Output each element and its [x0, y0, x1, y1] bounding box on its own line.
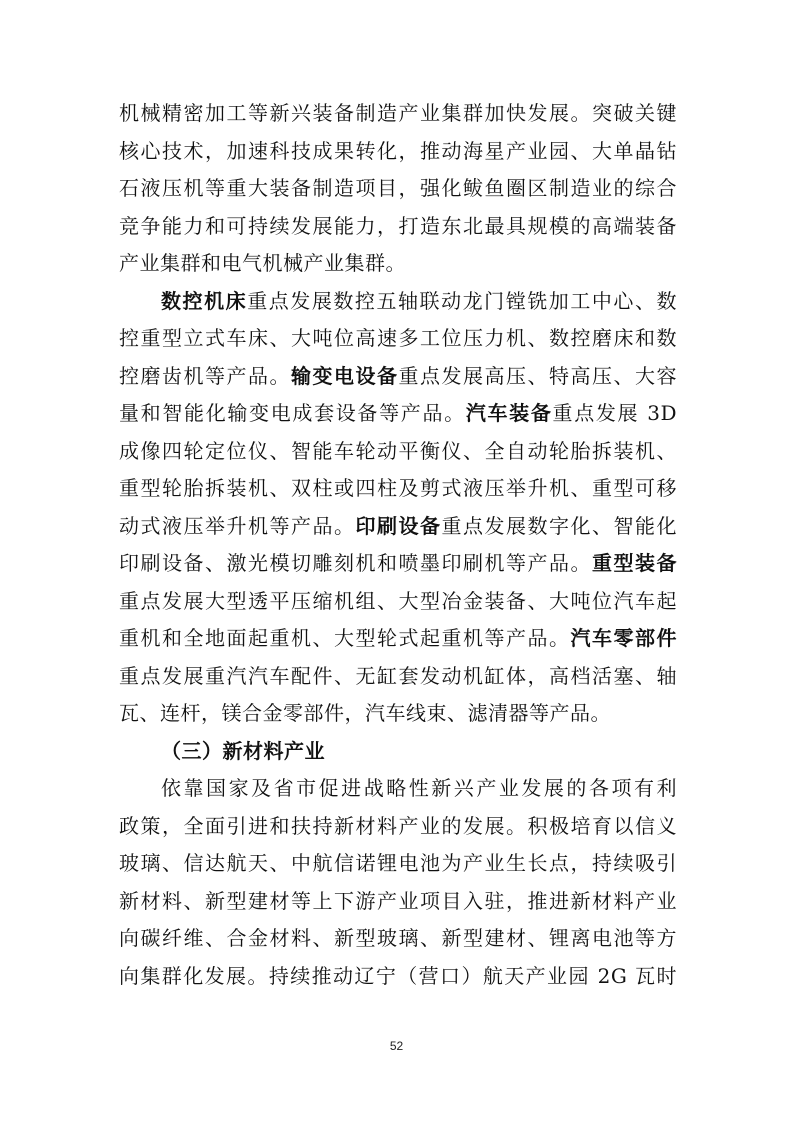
p2-line-7-text2: 重点发展数字化、智能化	[441, 513, 677, 538]
p2-line-1	[119, 283, 677, 321]
p2-line-3-text: 控磨齿机等产品。	[119, 363, 291, 388]
term-auto-parts: 汽车零部件	[570, 626, 677, 650]
p3-line-2: 政策，全面引进和扶持新材料产业的发展。积极培育以信义	[119, 813, 677, 838]
term-power-transmission: 输变电设备	[291, 363, 399, 388]
p1-line-5: 产业集群和电气机械产业集群。	[119, 251, 406, 275]
p2-line-4-text: 量和智能化输变电成套设备等产品。	[119, 401, 466, 425]
term-printing-equipment: 印刷设备	[355, 513, 442, 538]
section-heading: （三）新材料产业	[161, 738, 325, 763]
p3-line-1: 依靠国家及省市促进战略性新兴产业发展的各项有利	[161, 776, 677, 800]
p1-line-3: 石液压机等重大装备制造项目，强化鲅鱼圈区制造业的综合	[119, 176, 677, 200]
term-auto-equipment: 汽车装备	[465, 401, 553, 425]
body-text	[119, 95, 677, 995]
p2-line-8-text: 印刷设备、激光模切雕刻机和喷墨印刷机等产品。	[119, 551, 592, 575]
p1-line-4: 竞争能力和可持续发展能力，打造东北最具规模的高端装备	[119, 213, 677, 238]
p2-line-5: 成像四轮定位仪、智能车轮动平衡仪、全自动轮胎拆装机、	[119, 438, 677, 463]
p2-line-7-text: 动式液压举升机等产品。	[119, 513, 356, 538]
p2-line-4	[119, 395, 677, 433]
term-heavy-equipment: 重型装备	[592, 551, 677, 575]
p3-line-5: 向碳纤维、合金材料、新型玻璃、新型建材、锂离电池等方	[119, 926, 677, 950]
term-cnc-machine: 数控机床	[161, 288, 248, 313]
p2-line-10	[119, 620, 677, 658]
p3-line-3: 玻璃、信达航天、中航信诺锂电池为产业生长点，持续吸引	[119, 851, 677, 875]
p3-line-6: 向集群化发展。持续推动辽宁（营口）航天产业园 2G 瓦时	[119, 963, 677, 988]
p2-line-9: 重点发展大型透平压缩机组、大型冶金装备、大吨位汽车起	[119, 588, 677, 613]
p2-line-1-text: 重点发展数控五轴联动龙门镗铣加工中心、数	[247, 288, 678, 313]
p1-line-2: 核心技术，加速科技成果转化，推动海星产业园、大单晶钻	[119, 138, 677, 163]
p2-line-11: 重点发展重汽汽车配件、无缸套发动机缸体，高档活塞、轴	[119, 663, 677, 688]
p2-line-3	[119, 358, 677, 396]
p2-line-4-text2: 重点发展 3D	[552, 401, 678, 425]
page-number: 52	[389, 1039, 404, 1053]
p2-line-3-text2: 重点发展高压、特高压、大容	[398, 363, 677, 388]
p3-line-4: 新材料、新型建材等上下游产业项目入驻，推进新材料产业	[119, 888, 677, 913]
p2-line-10-text: 重机和全地面起重机、大型轮式起重机等产品。	[119, 626, 571, 650]
p2-line-2: 控重型立式车床、大吨位高速多工位压力机、数控磨床和数	[119, 326, 677, 350]
p2-line-7	[119, 508, 677, 546]
p2-line-12: 瓦、连杆，镁合金零部件，汽车线束、滤清器等产品。	[119, 701, 611, 725]
p2-line-6: 重型轮胎拆装机、双柱或四柱及剪式液压举升机、重型可移	[119, 476, 677, 500]
p2-line-8	[119, 545, 677, 583]
p1-line-1: 机械精密加工等新兴装备制造产业集群加快发展。突破关键	[119, 101, 677, 125]
